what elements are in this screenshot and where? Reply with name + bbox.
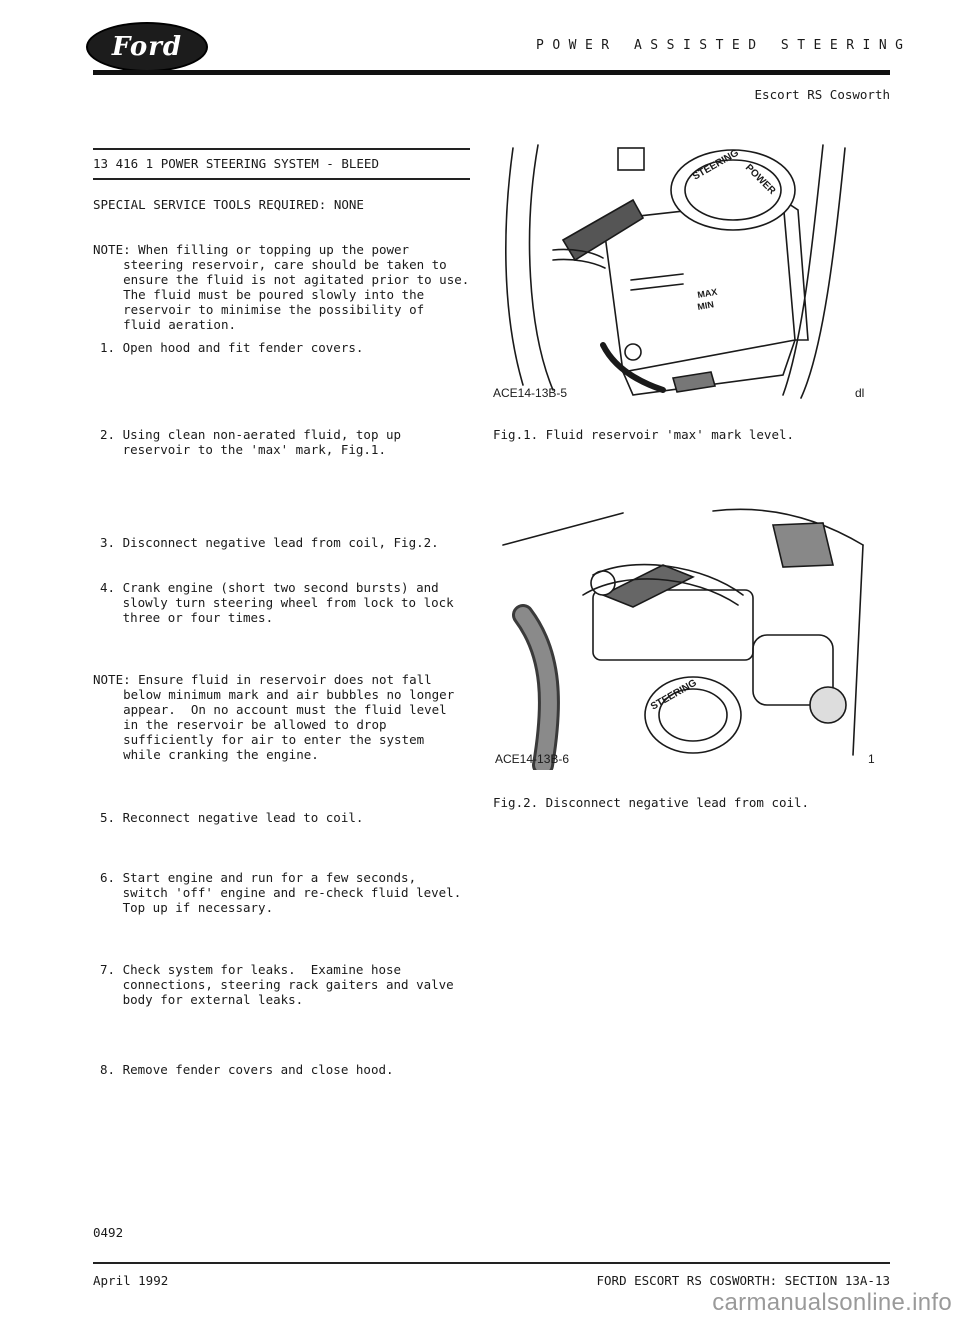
figure-2-mark: 1 — [868, 752, 875, 766]
strut-top — [773, 523, 833, 567]
wire — [553, 259, 605, 268]
cap-label-power: POWER — [742, 162, 778, 197]
document-code: 0492 — [93, 1225, 124, 1240]
body-line — [506, 148, 523, 385]
note-fluid-level: NOTE: Ensure fluid in reservoir does not fall below minimum mark and air bubbles no longer appear. On no account must the fluid level in the reservoir be allowed to drop sufficiently for air to enter the system while cranking the engine. — [93, 672, 455, 762]
ford-logo — [86, 22, 208, 72]
step-body: Using clean non-aerated fluid, top up reservoir to the 'max' mark, Fig.1. — [122, 427, 402, 457]
step-4 — [100, 580, 495, 625]
step-4-text — [100, 580, 495, 625]
step-2 — [100, 427, 495, 457]
ford-logo-text: Ford — [111, 32, 183, 62]
watermark: carmanualsonline.info — [712, 1289, 952, 1316]
step-3 — [100, 535, 495, 550]
header-divider — [93, 70, 890, 75]
engine-bay-illustration — [483, 505, 883, 770]
step-3-text — [100, 535, 495, 550]
step-5-text — [100, 810, 495, 825]
step-number: 3. — [100, 535, 116, 550]
body-line — [530, 145, 553, 390]
step-number: 8. — [100, 1062, 116, 1077]
step-number: 1. — [100, 340, 116, 355]
step-7 — [100, 962, 495, 1007]
step-body: Disconnect negative lead from coil, Fig.2. — [122, 535, 439, 550]
step-6 — [100, 870, 495, 915]
step-body: Start engine and run for a few seconds, switch 'off' engine and re-check fluid level. Top up if necessary. — [122, 870, 462, 915]
step-body: Reconnect negative lead to coil. — [122, 810, 364, 825]
step-number: 6. — [100, 870, 116, 885]
section-rule-top — [93, 148, 470, 150]
step-number: 7. — [100, 962, 116, 977]
step-1 — [100, 340, 495, 355]
step-body: Crank engine (short two second bursts) and slowly turn steering wheel from lock to lock three or four times. — [122, 580, 454, 625]
figure-1-caption: Fig.1. Fluid reservoir 'max' mark level. — [493, 427, 795, 442]
bracket-box — [618, 148, 644, 170]
step-5 — [100, 810, 495, 825]
figure-2-caption: Fig.2. Disconnect negative lead from coil. — [493, 795, 810, 810]
publication-date: April 1992 — [93, 1273, 169, 1288]
step-1-text — [100, 340, 495, 355]
figure-2-code: ACE14-13B-6 — [495, 752, 570, 766]
reservoir-illustration — [483, 140, 883, 412]
cap-label-steering: STEERING — [691, 147, 741, 183]
section-rule-bottom — [93, 178, 470, 180]
page-title: POWER ASSISTED STEERING — [536, 38, 912, 53]
figure-2-coil — [483, 505, 883, 770]
special-tools: SPECIAL SERVICE TOOLS REQUIRED: NONE — [93, 197, 364, 212]
figure-1-reservoir — [483, 140, 883, 412]
step-body: Remove fender covers and close hood. — [122, 1062, 394, 1077]
figure-1-mark: dl — [855, 386, 865, 400]
inner-wing — [853, 545, 863, 755]
step-2-text — [100, 427, 495, 457]
step-number: 5. — [100, 810, 116, 825]
step-body: Check system for leaks. Examine hose connections, steering rack gaiters and valve body for external leaks. — [122, 962, 454, 1007]
min-label: MIN — [696, 299, 715, 312]
max-label: MAX — [696, 286, 719, 300]
figure-1-code: ACE14-13B-5 — [493, 386, 568, 400]
bonnet-line — [503, 513, 623, 545]
step-6-text — [100, 870, 495, 915]
vehicle-subtitle: Escort RS Cosworth — [754, 87, 890, 102]
step-7-text — [100, 962, 495, 1007]
section-heading: 13 416 1 POWER STEERING SYSTEM - BLEED — [93, 156, 379, 171]
step-8-text — [100, 1062, 495, 1077]
step-body: Open hood and fit fender covers. — [122, 340, 364, 355]
step-number: 2. — [100, 427, 116, 442]
hose-fitting — [673, 372, 715, 392]
step-8 — [100, 1062, 495, 1077]
filler-cap — [810, 687, 846, 723]
section-reference: FORD ESCORT RS COSWORTH: SECTION 13A-13 — [596, 1273, 890, 1288]
note-filling: NOTE: When filling or topping up the power steering reservoir, care should be taken to ensure the fluid is not agitated prior to use. The fluid must be poured slowly into the reservoir to minimise the possibility of fluid aeration. — [93, 242, 470, 332]
step-number: 4. — [100, 580, 116, 595]
cap-label-steering: STEERING — [649, 677, 699, 713]
footer-divider — [93, 1262, 890, 1264]
